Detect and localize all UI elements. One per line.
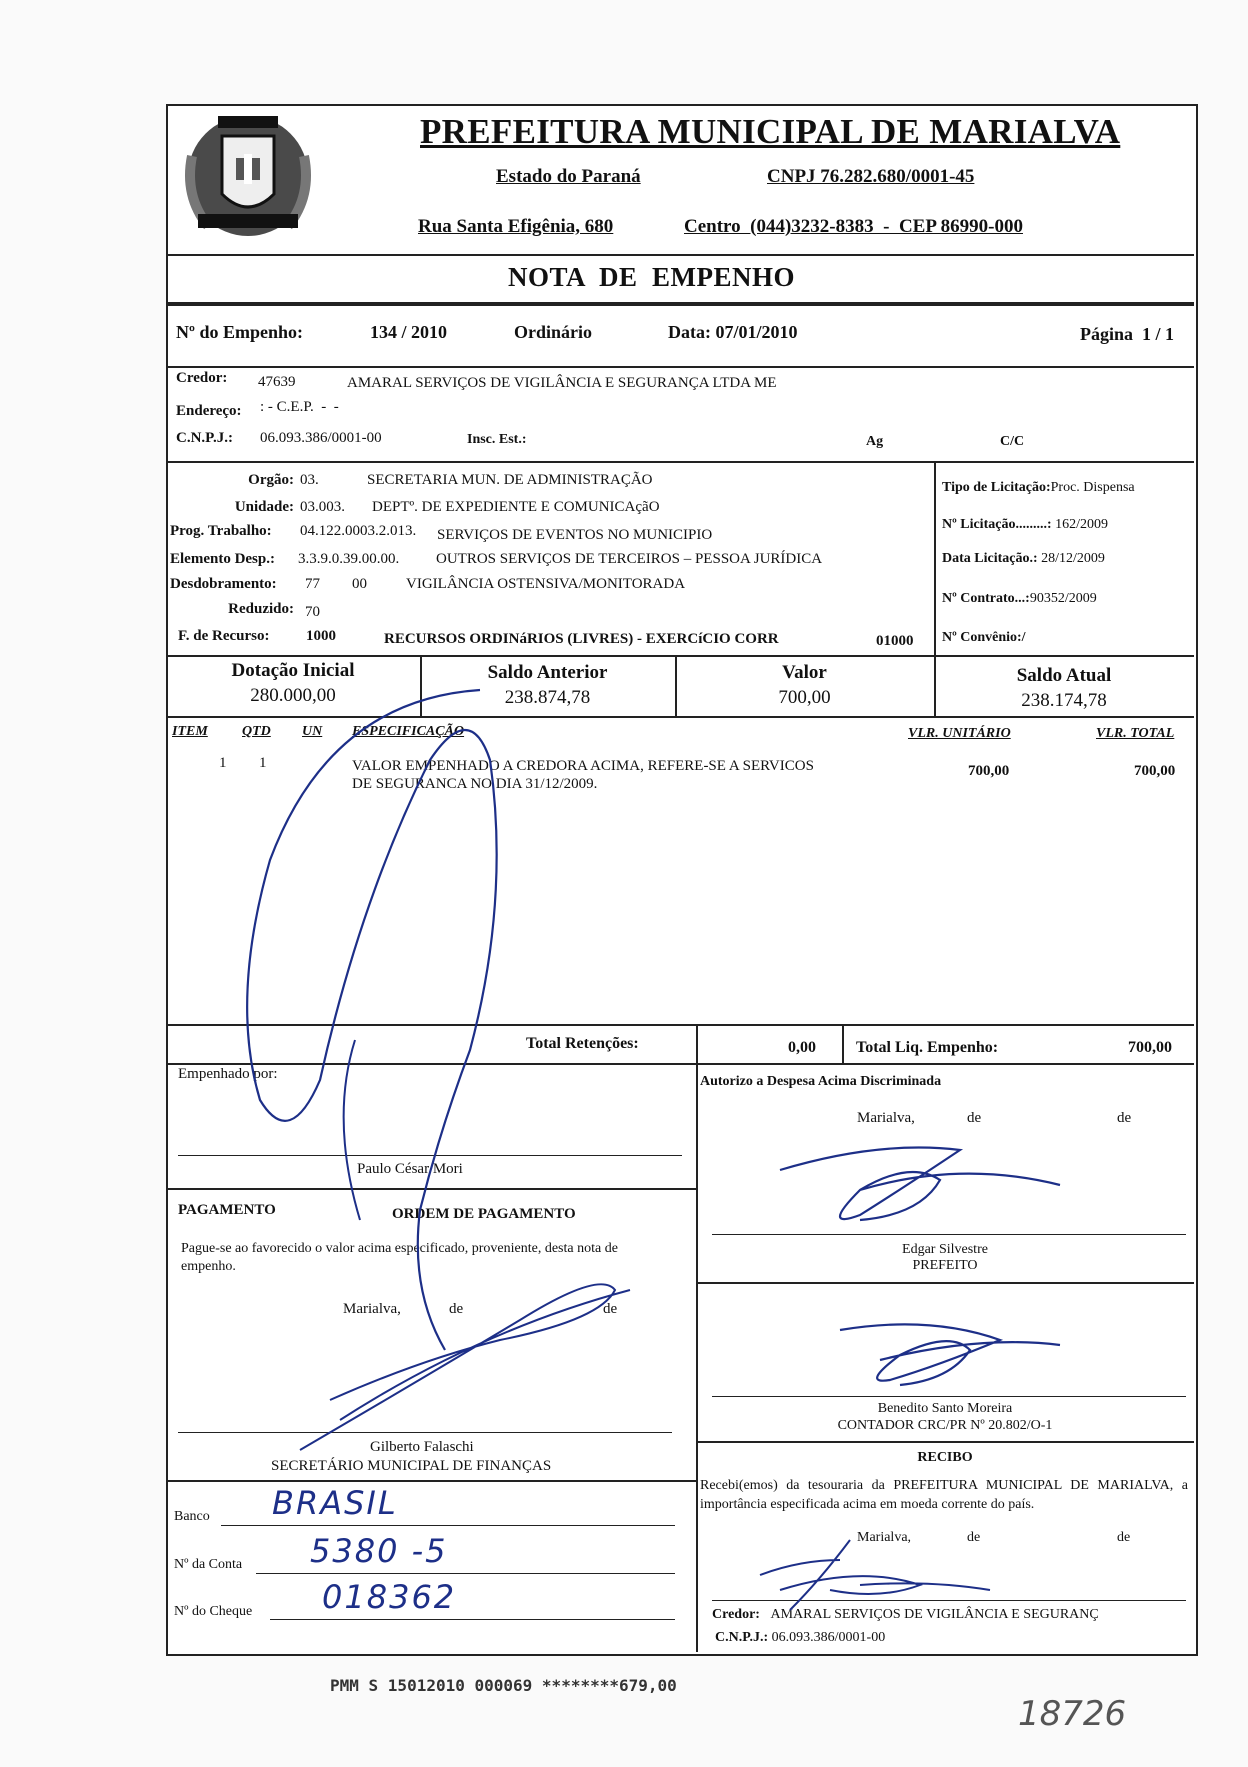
recibo-de2: de — [1117, 1530, 1131, 1545]
saldo-atual-value: 238.174,78 — [1021, 690, 1107, 711]
banco-label: Banco — [174, 1509, 210, 1524]
dotacao-value: 280.000,00 — [250, 685, 336, 706]
endereco-value: : - C.E.P. - - — [260, 399, 339, 415]
item-unit-value: 700,00 — [968, 763, 1010, 779]
numero-convenio: Nº Convênio:/ — [942, 630, 1026, 645]
conta-handwritten: 5380 -5 — [310, 1532, 448, 1570]
col-item: ITEM — [172, 724, 208, 739]
contador-name: Benedito Santo Moreira — [877, 1401, 1013, 1416]
cnpj-label: C.N.P.J.: — [176, 430, 233, 446]
desdobramento-sub: 00 — [352, 576, 367, 592]
state-name: Estado do Paraná — [496, 166, 641, 187]
item-qtd: 1 — [259, 755, 267, 771]
dotacao-label: Dotação Inicial — [231, 660, 355, 681]
credor-name: AMARAL SERVIÇOS DE VIGILÂNCIA E SEGURANÇA LTDA ME — [347, 375, 777, 391]
rule-prefeito — [696, 1282, 1194, 1284]
contador-title: CONTADOR CRC/PR Nº 20.802/O-1 — [837, 1418, 1053, 1433]
tipo-licitacao-value: Proc. Dispensa — [1050, 480, 1135, 495]
retencoes-label: Total Retenções: — [526, 1035, 639, 1052]
rule-credor — [166, 461, 1194, 463]
numero-contrato-value: 90352/2009 — [1029, 591, 1097, 606]
rule-totals — [166, 1063, 1194, 1065]
tipo-licitacao — [942, 480, 1135, 496]
numero-licitacao-value: 162/2009 — [1055, 517, 1108, 532]
recibo-credor — [712, 1607, 1099, 1623]
empenho-type: Ordinário — [514, 322, 593, 342]
unidade-code: 03.003. — [300, 499, 345, 515]
col-vlr-total: VLR. TOTAL — [1096, 726, 1175, 741]
elemento-label: Elemento Desp.: — [170, 551, 275, 567]
valor-value: 700,00 — [778, 687, 831, 708]
pague-text: Pague-se ao favorecido o valor acima especificado, proveniente, desta nota de empenho. — [181, 1241, 618, 1274]
document-title: NOTA DE EMPENHO — [508, 262, 796, 292]
saldo-anterior-label: Saldo Anterior — [487, 662, 608, 683]
col-vlr-unitario: VLR. UNITÁRIO — [908, 726, 1011, 741]
col-qtd: QTD — [242, 724, 271, 739]
insc-est-label: Insc. Est.: — [467, 432, 527, 447]
recibo-cnpj-label: C.N.P.J.: — [715, 1630, 769, 1645]
header-cnpj: CNPJ 76.282.680/0001-45 — [767, 166, 975, 187]
secretario-name: Gilberto Falaschi — [370, 1439, 474, 1455]
col-especificacao: ESPECIFICAÇÃO — [352, 724, 465, 739]
prefeito-title: PREFEITO — [912, 1258, 978, 1273]
empenhado-signature-line — [178, 1155, 682, 1156]
saldo-anterior-value: 238.874,78 — [504, 687, 591, 708]
footer-stamp: PMM S 15012010 000069 ********679,00 — [330, 1676, 677, 1695]
recibo-cnpj — [715, 1630, 885, 1646]
cheque-label: Nº do Cheque — [174, 1604, 253, 1619]
header-street: Rua Santa Efigênia, 680 — [418, 216, 614, 237]
item-spec-line1: VALOR EMPENHADO A CREDORA ACIMA, REFERE-SE A SERVICOS — [352, 758, 814, 774]
autorizo-label: Autorizo a Despesa Acima Discriminada — [700, 1074, 942, 1089]
recurso-code: 1000 — [306, 628, 336, 644]
credor-code: 47639 — [258, 374, 296, 390]
rule-title — [166, 302, 1194, 306]
empenhado-name: Paulo César Mori — [357, 1161, 463, 1177]
rule-contador — [696, 1441, 1194, 1443]
saldo-atual-label: Saldo Atual — [1016, 665, 1112, 686]
autorizo-marialva: Marialva, — [857, 1110, 915, 1126]
rule-budget — [166, 655, 1194, 657]
prog-label: Prog. Trabalho: — [170, 523, 272, 539]
vrule-bottom — [696, 1024, 698, 1652]
reduzido-label: Reduzido: — [228, 601, 294, 617]
tipo-licitacao-label: Tipo de Licitação: — [942, 480, 1051, 495]
page-number: Página 1 / 1 — [1080, 324, 1175, 344]
item-spec-line2: DE SEGURANCA NO DIA 31/12/2009. — [352, 776, 598, 792]
recibo-signature-line — [712, 1600, 1186, 1601]
liq-empenho-label: Total Liq. Empenho: — [856, 1039, 999, 1056]
prefeito-signature-line — [712, 1234, 1186, 1235]
recibo-de1: de — [967, 1530, 981, 1545]
banco-handwritten: BRASIL — [272, 1484, 398, 1522]
pagamento-de2: de — [603, 1301, 618, 1317]
conta-corrente-label: C/C — [1000, 434, 1025, 449]
rule-header — [166, 254, 1194, 256]
prefeito-name: Edgar Silvestre — [902, 1242, 988, 1257]
unidade-label: Unidade: — [234, 499, 294, 515]
rule-pagamento — [166, 1188, 696, 1190]
rule-values — [166, 716, 1194, 718]
vrule-totals — [842, 1024, 844, 1063]
recurso-name: RECURSOS ORDINáRIOS (LIVRES) - EXERCíCIO CORR — [384, 631, 779, 647]
elemento-name: OUTROS SERVIÇOS DE TERCEIROS – PESSOA JURÍDICA — [436, 551, 823, 567]
rule-empenho — [166, 366, 1194, 368]
numero-contrato-label: Nº Contrato...: — [942, 591, 1030, 606]
desdobramento-code: 77 — [305, 576, 320, 592]
liq-empenho-value: 700,00 — [1128, 1039, 1172, 1056]
recibo-credor-label: Credor: — [712, 1607, 760, 1622]
data-licitacao — [942, 551, 1105, 567]
empenho-number-label: Nº do Empenho: — [176, 322, 303, 342]
autorizo-de1: de — [967, 1110, 982, 1126]
handwritten-number: 18726 — [1018, 1694, 1127, 1734]
header-contact: Centro (044)3232-8383 - CEP 86990-000 — [684, 216, 1023, 237]
recibo-text: Recebi(emos) da tesouraria da PREFEITURA MUNICIPAL DE MARIALVA, a importância especificada acima em moeda corrente do país. — [700, 1478, 1188, 1512]
numero-licitacao-label: Nº Licitação.........: — [942, 517, 1052, 532]
recurso-sub: 01000 — [876, 633, 914, 649]
cheque-handwritten: 018362 — [322, 1578, 457, 1616]
elemento-code: 3.3.9.0.39.00.00. — [298, 551, 400, 567]
credor-cnpj: 06.093.386/0001-00 — [260, 430, 382, 446]
ordem-pagamento-label: ORDEM DE PAGAMENTO — [392, 1206, 576, 1222]
recibo-label: RECIBO — [917, 1450, 973, 1465]
col-un: UN — [302, 724, 323, 739]
prog-code: 04.122.0003.2.013. — [300, 523, 417, 539]
pagamento-label: PAGAMENTO — [178, 1202, 276, 1218]
item-total-value: 700,00 — [1134, 763, 1176, 779]
orgao-code: 03. — [300, 472, 319, 488]
orgao-label: Orgão: — [248, 472, 294, 488]
unidade-name: DEPTº. DE EXPEDIENTE E COMUNICAçãO — [372, 499, 660, 515]
pagamento-marialva: Marialva, — [343, 1301, 401, 1317]
data-licitacao-value: 28/12/2009 — [1041, 551, 1105, 566]
contador-signature-line — [712, 1396, 1186, 1397]
autorizo-de2: de — [1117, 1110, 1132, 1126]
banco-line — [221, 1525, 675, 1526]
valor-label: Valor — [782, 662, 827, 683]
pagamento-de1: de — [449, 1301, 464, 1317]
recibo-cnpj-value: 06.093.386/0001-00 — [771, 1630, 886, 1645]
recibo-marialva: Marialva, — [857, 1530, 912, 1545]
reduzido-value: 70 — [305, 604, 320, 620]
secretario-signature-line — [178, 1432, 672, 1433]
endereco-label: Endereço: — [176, 403, 242, 419]
retencoes-value: 0,00 — [788, 1039, 816, 1056]
orgao-name: SECRETARIA MUN. DE ADMINISTRAÇÃO — [367, 472, 653, 488]
municipality-title: PREFEITURA MUNICIPAL DE MARIALVA — [420, 112, 1121, 151]
conta-line — [256, 1573, 675, 1574]
recibo-credor-name: AMARAL SERVIÇOS DE VIGILÂNCIA E SEGURANÇ — [770, 1607, 1099, 1622]
item-number: 1 — [219, 755, 227, 771]
desdobramento-label: Desdobramento: — [170, 576, 277, 592]
desdobramento-name: VIGILÂNCIA OSTENSIVA/MONITORADA — [406, 576, 686, 592]
coat-of-arms-seal — [178, 96, 318, 246]
recurso-label: F. de Recurso: — [178, 628, 270, 644]
data-licitacao-label: Data Licitação.: — [942, 551, 1038, 566]
agencia-label: Ag — [866, 434, 884, 449]
empenhado-label: Empenhado por: — [178, 1066, 278, 1082]
credor-label: Credor: — [176, 370, 228, 386]
secretario-title: SECRETÁRIO MUNICIPAL DE FINANÇAS — [271, 1458, 552, 1474]
numero-licitacao — [942, 517, 1108, 533]
conta-label: Nº da Conta — [174, 1557, 243, 1572]
prog-name: SERVIÇOS DE EVENTOS NO MUNICIPIO — [437, 527, 713, 543]
empenho-date: Data: 07/01/2010 — [668, 322, 798, 342]
empenho-number: 134 / 2010 — [370, 322, 448, 342]
numero-contrato — [942, 591, 1097, 607]
cheque-line — [270, 1619, 675, 1620]
rule-items — [166, 1024, 1194, 1026]
rule-secretario — [166, 1480, 696, 1482]
